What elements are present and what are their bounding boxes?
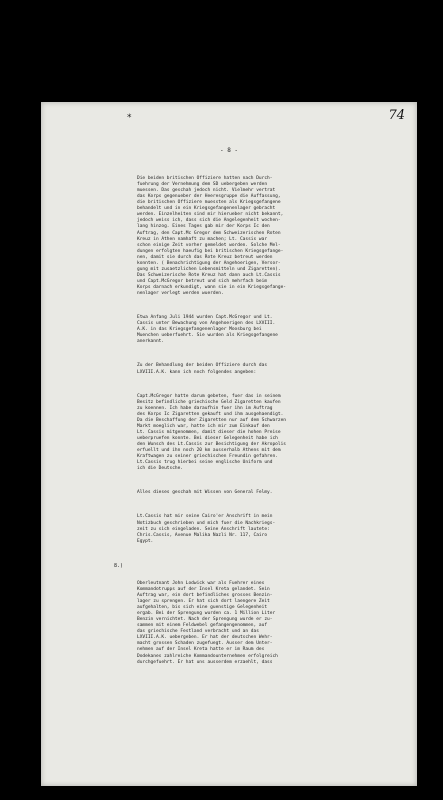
paragraph: Etwa Anfang Juli 1944 wurden Capt.McGregor und Lt. Cassis unter Bewachung von Angehoerigen des LXVIII. A.K. in das Kriegsgefangenenlager Moosburg bei Muenchen ueberfuehrt. Sie wurden als Kriegsgefangene anerkannt. bbox=[137, 315, 278, 345]
paragraph: Die beiden britischen Offiziere hatten nach Durch- fuehrung der Vernehmung dem SD uebergeben werden muessen. Das geschah jedoch nicht. Vielmehr vertrat das Korps gegenueber der Heeresgruppe die Auffassung, die britischen Offiziere muessten als Kriegsgefangene behandelt und in ein Kriegsgefangenenlager gebracht werden. Einzelheiten sind mir hierueber nicht bekannt, jedoch weiss ich, dass sich die Angelegenheit wochen- lang hinzog. Eines Tages gab mir der Korps Ic den Auftrag, den Capt.Mc Gregor dem Schweizerischen Roten Kreuz in Athen namhaft zu machen; Lt. Cassis war schon einige Zeit vorher gemeldet worden. Solche Mel- dungen erfolgten haeufig bei britischen Kriegsgefange- nen, damit sie durch das Rote Kreuz betreut werden konnten. ( Benachrichtigung der Angehoerigen, Versor- gung mit zusaetzlichen Lebensmitteln und Zigaretten). Das Schweizerische Rote Kreuz hat dann auch Lt.Cassis und Capt.McGregor betreut und sich mehrfach beim Korps darnach erkundigt, wann sie in ein Kriegsgefange- nenlager verlegt werden wuerden. bbox=[137, 176, 287, 296]
paragraph: Zu der Behandlung der beiden Offiziere durch das LXVIII.A.K. kann ich noch folgendes angeben: bbox=[137, 363, 268, 375]
stray-mark: * bbox=[127, 113, 132, 123]
handwritten-page-mark: 74 bbox=[388, 108, 405, 123]
paragraph: Alles dieses geschah mit Wissen von General Felmy. bbox=[137, 490, 273, 496]
document-body bbox=[114, 164, 407, 696]
page-number: - 8 - bbox=[219, 147, 239, 154]
paragraph: Capt.McGregor hatte darum gebeten, fuer das in seinem Besitz befindliche griechische Geld Zigaretten kaufen zu koennen. Ich habe daraufhin fuer ihn im Auftrag des Korps Ic Zigaretten gekauft und ihm ausgehaendigt. Da die Beschaffung der Zigaretten nur auf dem Schwarzen Markt moeglich war, hatte ich mir zum Einkauf den Lt. Cassis mitgenommen, damit dieser die hohen Preise ueberpruefen konnte. Bei dieser Gelegenheit habe ich den Wunsch des Lt.Cassis zur Besichtigung der Akropolis erfuellt und ihn noch 20 km ausserhalb Athens mit dem Kraftwagen zu seiner griechischen Freundin gefahren. Lt.Cassis trug hierbei seine englische Uniform und ich die Deutsche. bbox=[137, 393, 287, 472]
item-number: 8.) bbox=[114, 562, 124, 569]
item-text: Oberleutnant John Lodwick war als Fuehrer eines Kommandotrupps auf der Insel Kreta gelandet. Sein Auftrag war, ein dort befindliches grosses Benzin- lager zu sprengen. Er hat sich dort laengere Zeit aufgehalten, bis sich eine guenstige Gelegenheit ergab. Bei der Sprengung wurden ca. 1 Million Liter Benzin vernichtet. Nach der Sprengung wurde er zu- sammen mit einem Feldwebel gefangengenommen, auf das griechische Festland verbracht und an das LXVIII.A.K. uebergeben. Er hat der deutschen Wehr- macht grossen Schaden zugefuegt. Ausser dem Unter- nehmen auf der Insel Kreta hatte er im Raum des Dodekanes zahlreiche Kommandounternehmen erfolgreich durchgefuehrt. Er hat uns ausserdem erzaehlt, dass bbox=[137, 580, 278, 665]
paragraph: Lt.Cassis hat mir seine Cairo'er Anschrift in mein Notizbuch geschrieben und mich fuer die Nachkriegs- zeit zu sich eingeladen. Seine Anschrift lautete: Chris.Cassis, Avenue Malika Nazli Nr. 117, Cairo Egypt. bbox=[137, 514, 276, 544]
numbered-item bbox=[114, 562, 407, 684]
document-page bbox=[41, 102, 417, 786]
